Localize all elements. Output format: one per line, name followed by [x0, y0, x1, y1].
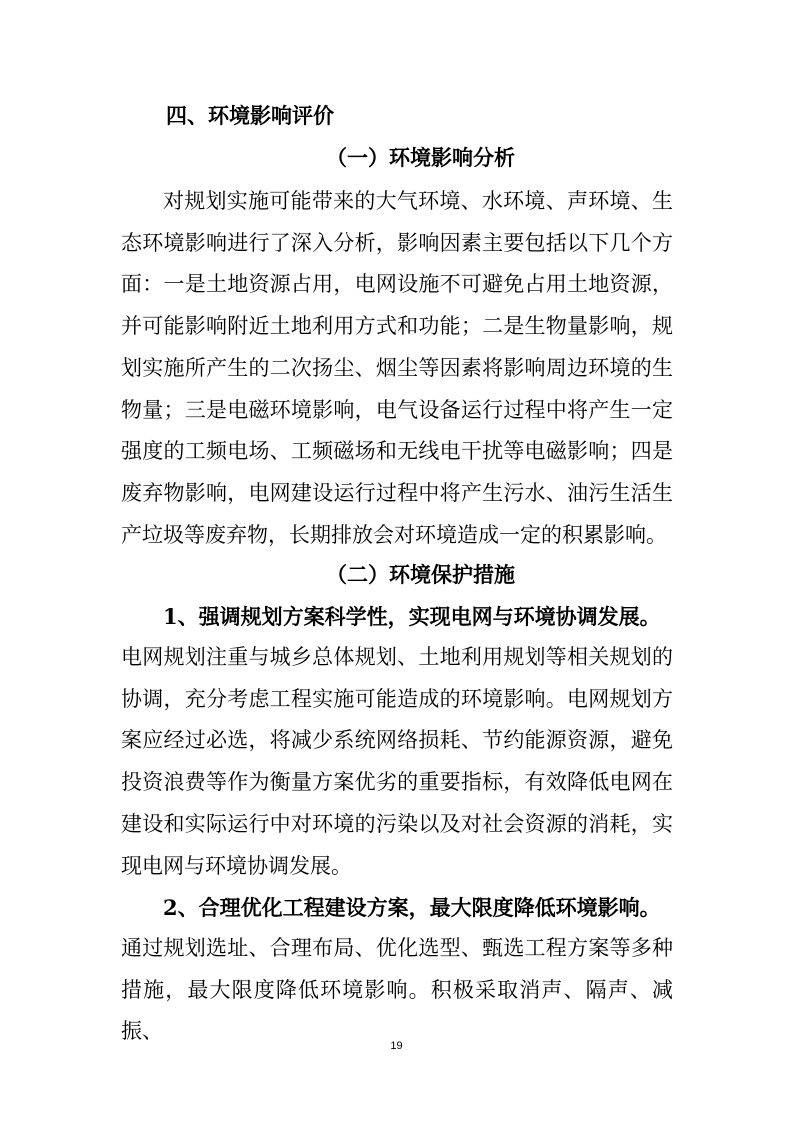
measure-1-paragraph: 电网规划注重与城乡总体规划、土地利用规划等相关规划的协调，充分考虑工程实施可能造成的环境影响。电网规划方案应经过必选，将减少系统网络损耗、节约能源资源，避免投资浪费等作为衡量方案优劣的重要指标，有效降低电网在建设和实际运行中对环境的污染以及对社会资源的消耗，实现电网与环境协调发展。: [121, 645, 673, 878]
measure-2-paragraph: 通过规划选址、合理布局、优化选型、甄选工程方案等多种措施，最大限度降低环境影响。积极采取消声、隔声、减振、: [121, 936, 673, 1044]
section-title: 四、环境影响评价: [166, 103, 334, 128]
subsection-title-protection-measures: （二）环境保护措施: [326, 562, 515, 587]
measure-2-heading: 2、合理优化工程建设方案，最大限度降低环境影响。: [163, 895, 661, 920]
subsection-title-impact-analysis: （一）环境影响分析: [326, 145, 515, 170]
page-number: 19: [390, 1040, 403, 1052]
measure-1-heading: 1、强调规划方案科学性，实现电网与环境协调发展。: [163, 604, 661, 629]
impact-analysis-paragraph: 对规划实施可能带来的大气环境、水环境、声环境、生态环境影响进行了深入分析，影响因素主要包括以下几个方面：一是土地资源占用，电网设施不可避免占用土地资源，并可能影响附近土地利用方式和功能；二是生物量影响，规划实施所产生的二次扬尘、烟尘等因素将影响周边环境的生物量；三是电磁环境影响，电气设备运行过程中将产生一定强度的工频电场、工频磁场和无线电干扰等电磁影响；四是废弃物影响，电网建设运行过程中将产生污水、油污生活生产垃圾等废弃物，长期排放会对环境造成一定的积累影响。: [121, 189, 673, 547]
